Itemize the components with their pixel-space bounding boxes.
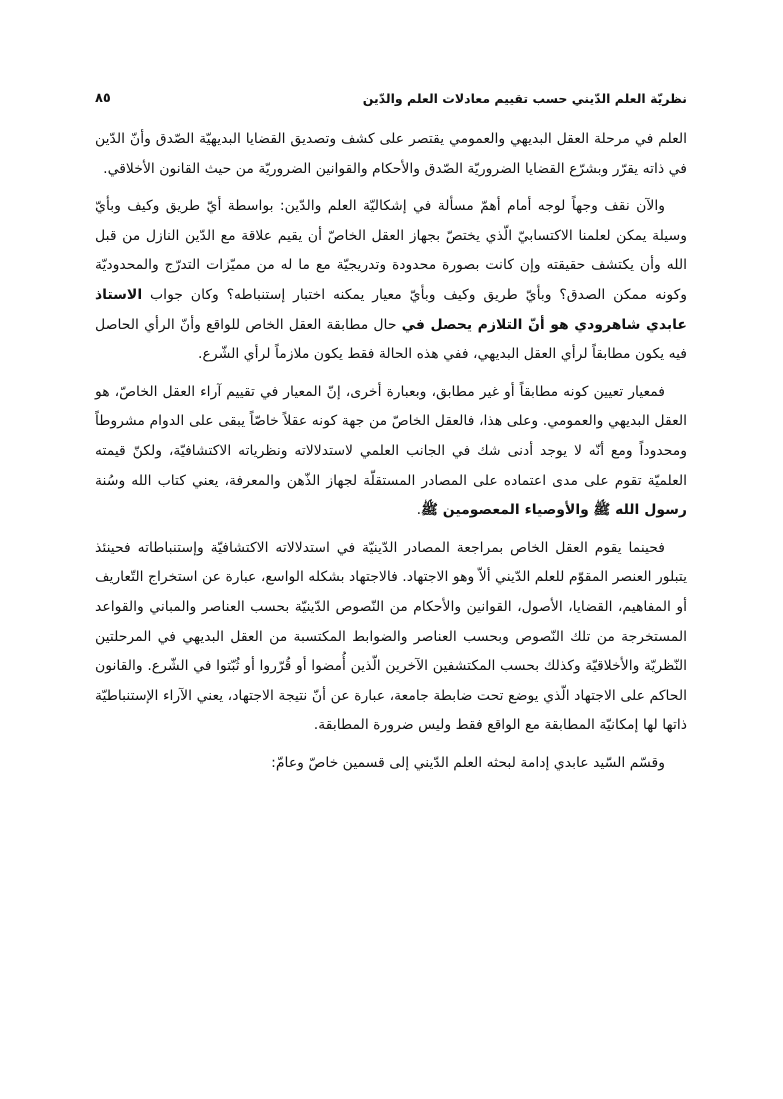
paragraph-5: [95, 749, 687, 779]
paragraph-2-text-end: حال مطابقة العقل الخاص للواقع وأنّ الرأي الحاصل فيه يكون مطابقاً لرأي العقل البديهي، ففي هذه الحالة فقط يكون ملازماً لرأي الشّرع.: [95, 316, 687, 363]
page-number: ٨٥: [95, 90, 111, 106]
paragraph-3-text: فمعيار تعيين كونه مطابقاً أو غير مطابق، وبعبارة أخرى، إنّ المعيار في تقييم آراء العقل الخاصّ، هو العقل البديهي والعمومي. وعلى هذا، فالعقل الخاصّ من جهة كونه عقلاً خاصّاً يبقى على الدوام مشروطاً ومحدوداً ومع أنّه لا يوجد أدنى شك في الجانب العلمي لاستدلالاته ونظرياته الاكتشافيّة، ولكنّ قيمته العلميّة تقوم على مدى اعتماده على المصادر المستقلّة لجهاز الذّهن والمعرفة، يعني كتاب الله وسُنة: [95, 383, 687, 489]
paragraph-2: [95, 192, 687, 370]
paragraph-4: [95, 534, 687, 741]
body-text: [95, 125, 687, 786]
paragraph-2-bold-phrase: الاستاذ عابدي شاهرودي هو أنّ التلازم يحصل في: [95, 286, 687, 333]
running-header: [95, 86, 687, 110]
paragraph-5-text: وقسّم السّيد عابدي إدامة لبحثه العلم الدّيني إلى قسمين خاصّ وعامّ:: [271, 754, 665, 771]
paragraph-2-text: والآن نقف وجهاً لوجه أمام أهمّ مسألة في إشكاليّة العلم والدّين: بواسطة أيّ طريق وكيف وبأيّ وسيلة يمكن لعلمنا الاكتسابيّ الّذي يختصّ بجهاز العقل الخاصّ أن يقيم علاقة مع الدّين النازل من قبل الله وأن يكتشف حقيقته وإن كانت بصورة محدودة وتدريجيّة مع ما له من مميّزات التدرّج والمحدوديّة وكونه ممكن الصدق؟ وبأيّ طريق وكيف وبأيّ معيار يمكنه اختبار إستنباطه؟ وكان جواب: [95, 198, 687, 303]
running-title: نظريّة العلم الدّيني حسب تقييم معادلات العلم والدّين: [362, 90, 687, 106]
paragraph-1-text: العلم في مرحلة العقل البديهي والعمومي يقتصر على كشف وتصديق القضايا البديهيّة الصّدق وأنّ الدّين في ذاته يقرّر وبشرّع القضايا الضروريّة الصّدق والأحكام والقوانين الضروريّة من حيث القانون الأخلاقي.: [95, 131, 687, 177]
paragraph-3-prophet-phrase: رسول الله ﷺ: [593, 502, 687, 519]
paragraph-4-text: فحينما يقوم العقل الخاص بمراجعة المصادر الدّينيّة في استدلالاته الاكتشافيّة وإستنباطاته فحينئذ يتبلور العنصر المقوّم للعلم الدّيني ألاّ وهو الاجتهاد. فالاجتهاد بشكله الواسع، عبارة عن استخراج التّعاريف أو المفاهيم، القضايا، الأصول، القوانين والأحكام من النّصوص الدّينيّة بحسب العناصر والمباني والقواعد المستخرجة من تلك النّصوص وبحسب العناصر والضوابط المكتسبة من العقل البديهي في المرحلتين النّظريّة والأخلاقيّة وكذلك بحسب المكتشفين الآخرين الّذين أُمضوا أو قُرّروا أو ثُبّتوا في الشّرع. والقانون الحاكم على الاجتهاد الّذي يوضع تحت ضابطة جامعة، عبارة عن أنّ نتيجة الاجتهاد، يعني الآراء الإستنباطيّة ذاتها لها إمكانيّة المطابقة مع الواقع فقط وليس ضرورة المطابقة.: [95, 539, 687, 734]
paragraph-3: [95, 378, 687, 526]
paragraph-1: [95, 125, 687, 184]
paragraph-3-period: .: [416, 502, 422, 519]
paragraph-3-infallibles-phrase: والأوصياء المعصومين ﷺ: [421, 502, 589, 519]
